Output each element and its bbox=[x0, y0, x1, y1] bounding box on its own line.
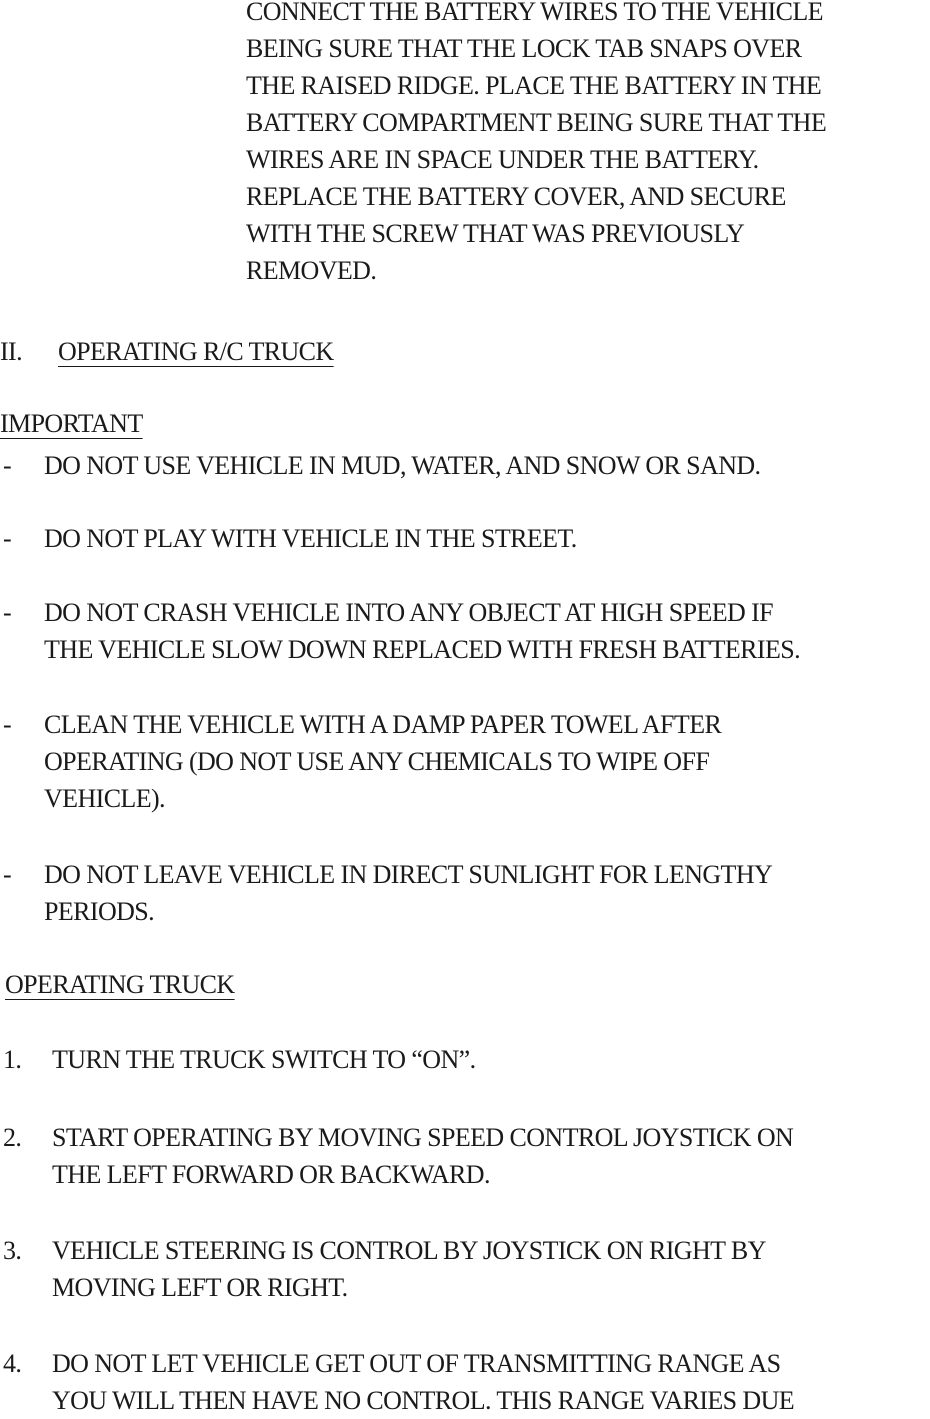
step-text: START OPERATING BY MOVING SPEED CONTROL JOYSTICK ON THE LEFT FORWARD OR BACKWARD. bbox=[52, 1123, 794, 1189]
bullet-marker: - bbox=[3, 451, 12, 480]
important-item-text: CLEAN THE VEHICLE WITH A DAMP PAPER TOWEL AFTER OPERATING (DO NOT USE ANY CHEMICALS TO WIPE OFF VEHICLE). bbox=[44, 710, 722, 813]
bullet-marker: - bbox=[3, 710, 12, 739]
step-number: 2. bbox=[3, 1123, 22, 1152]
step-text: DO NOT LET VEHICLE GET OUT OF TRANSMITTING RANGE AS YOU WILL THEN HAVE NO CONTROL. THIS RANGE VARIES DUE bbox=[52, 1349, 795, 1415]
important-heading: IMPORTANT bbox=[0, 409, 143, 438]
important-item-text: DO NOT USE VEHICLE IN MUD, WATER, AND SNOW OR SAND. bbox=[44, 451, 761, 480]
step-number: 1. bbox=[3, 1045, 22, 1074]
bullet-marker: - bbox=[3, 860, 12, 889]
important-item-text: DO NOT CRASH VEHICLE INTO ANY OBJECT AT HIGH SPEED IF THE VEHICLE SLOW DOWN REPLACED WITH FRESH BATTERIES. bbox=[44, 598, 800, 664]
step-number: 3. bbox=[3, 1236, 22, 1265]
bullet-marker: - bbox=[3, 524, 12, 553]
section-title: OPERATING R/C TRUCK bbox=[58, 337, 334, 366]
operating-heading: OPERATING TRUCK bbox=[5, 970, 235, 999]
step-text: VEHICLE STEERING IS CONTROL BY JOYSTICK ON RIGHT BY MOVING LEFT OR RIGHT. bbox=[52, 1236, 766, 1302]
important-item-text: DO NOT PLAY WITH VEHICLE IN THE STREET. bbox=[44, 524, 577, 553]
step-number: 4. bbox=[3, 1349, 22, 1378]
intro-paragraph: CONNECT THE BATTERY WIRES TO THE VEHICLE BEING SURE THAT THE LOCK TAB SNAPS OVER THE RAISED RIDGE. PLACE THE BATTERY IN THE BATTERY COMPARTMENT BEING SURE THAT THE WIRES ARE IN SPACE UNDER THE BATTERY. REPLACE THE BATTERY COVER, AND SECURE WITH THE SCREW THAT WAS PREVIOUSLY REMOVED. bbox=[246, 0, 827, 285]
important-item-text: DO NOT LEAVE VEHICLE IN DIRECT SUNLIGHT FOR LENGTHY PERIODS. bbox=[44, 860, 773, 926]
bullet-marker: - bbox=[3, 598, 12, 627]
step-text: TURN THE TRUCK SWITCH TO “ON”. bbox=[52, 1045, 476, 1074]
section-number: II. bbox=[0, 337, 23, 366]
